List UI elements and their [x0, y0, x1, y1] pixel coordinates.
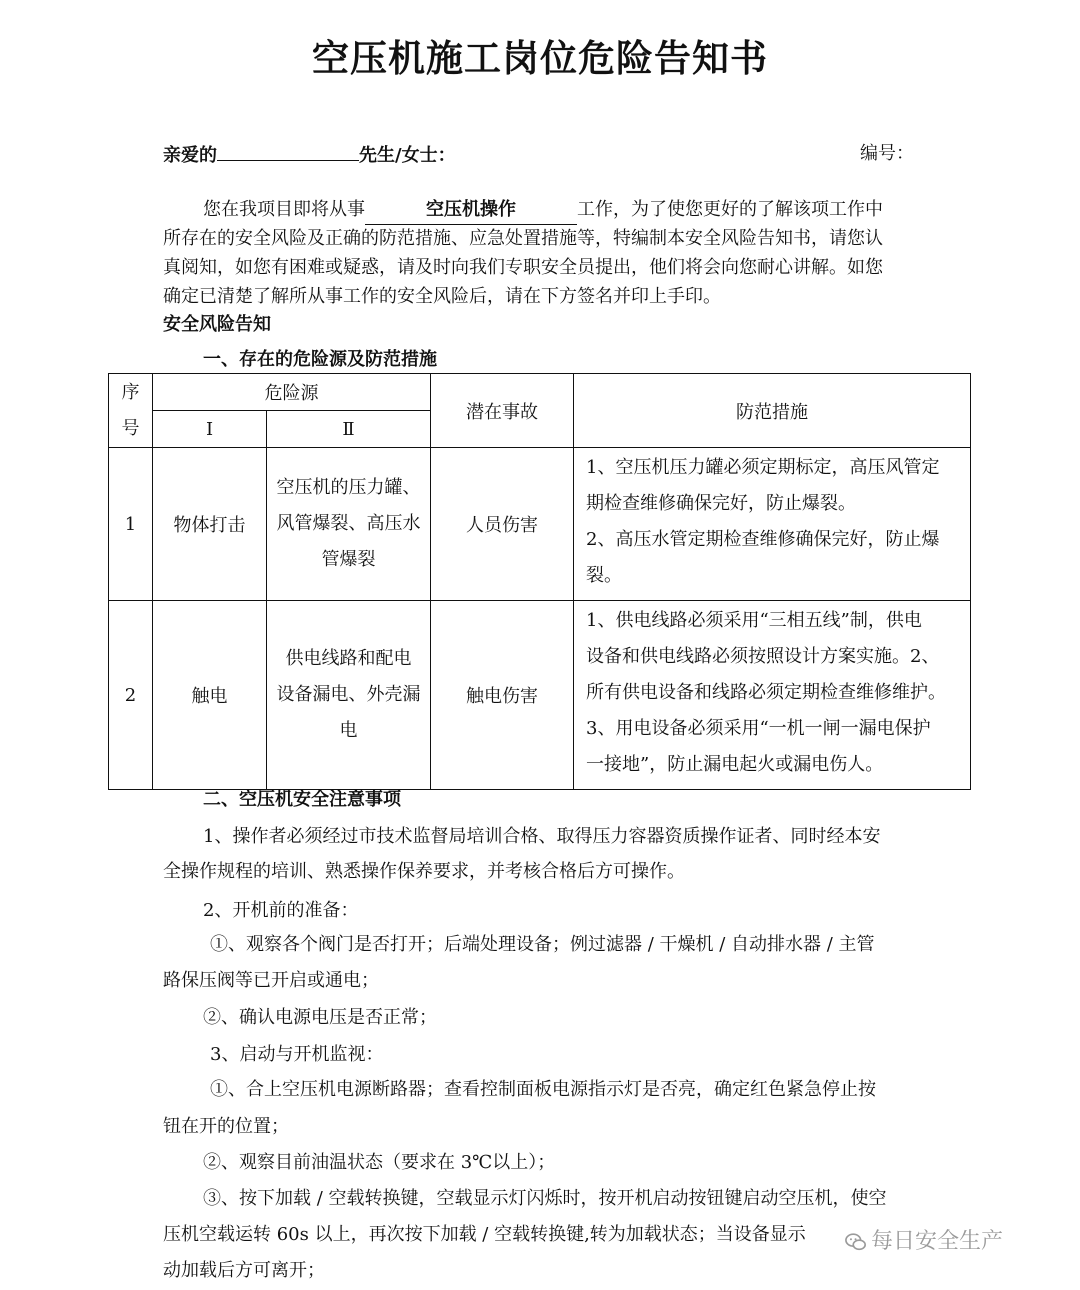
wechat-icon [845, 1231, 867, 1253]
page-title: 空压机施工岗位危险告知书 [312, 37, 768, 80]
watermark-text: 每日安全生产 [871, 1229, 1004, 1254]
watermark [845, 1224, 1003, 1255]
row2-measure-l5: 一接地”，防止漏电起火或漏电伤人。 [586, 754, 884, 775]
header-measures: 防范措施 [574, 374, 971, 448]
table-row [109, 448, 971, 601]
row1-accident: 人员伤害 [431, 448, 574, 601]
table-row [109, 601, 971, 790]
row1-measure-l3: 2、高压水管定期检查维修确保完好，防止爆 [586, 529, 940, 550]
s2-line: 钮在开的位置； [163, 1116, 289, 1137]
row2-hazard-ii-l3: 电 [339, 720, 358, 741]
row2-seq: 2 [109, 601, 153, 790]
job-field: 空压机操作 [365, 196, 577, 225]
row1-measure-l2: 期检查维修确保完好，防止爆裂。 [586, 493, 856, 514]
s2-line: ③、按下加载 / 空载转换键，空载显示灯闪烁时，按开机启动按钮键启动空压机，使空 [203, 1188, 887, 1209]
s2-line: ②、确认电源电压是否正常； [203, 1007, 437, 1028]
intro-line-4: 确定已清楚了解所从事工作的安全风险后，请在下方签名并印上手印。 [163, 286, 721, 307]
row2-hazard-ii-l1: 供电线路和配电 [285, 648, 412, 669]
row2-measure-l2: 设备和供电线路必须按照设计方案实施。2、 [586, 646, 940, 667]
name-blank[interactable] [217, 140, 359, 161]
number-label: 编号： [860, 143, 914, 164]
header-hazard-ii: Ⅱ [267, 411, 431, 448]
header-hazard: 危险源 [153, 374, 431, 411]
risk-table [108, 373, 971, 790]
header-seq-2: 号 [121, 417, 140, 439]
row1-seq: 1 [109, 448, 153, 601]
intro-line-1 [203, 196, 883, 225]
s2-line: ①、合上空压机电源断路器；查看控制面板电源指示灯是否亮，确定红色紧急停止按 [210, 1079, 876, 1100]
greeting-line [163, 140, 456, 170]
row1-hazard-ii-l1: 空压机的压力罐、 [276, 477, 421, 498]
row2-hazard-i: 触电 [153, 601, 267, 790]
intro-before-job: 您在我项目即将从事 [203, 199, 365, 220]
header-accident: 潜在事故 [431, 374, 574, 448]
header-seq-1: 序 [121, 381, 140, 403]
intro-line-2: 所存在的安全风险及正确的防范措施、应急处置措施等，特编制本安全风险告知书，请您认 [163, 228, 883, 249]
s2-line: 2、开机前的准备： [203, 900, 359, 921]
row2-measure-l4: 3、用电设备必须采用“一机一闸一漏电保护 [586, 718, 931, 739]
greeting-suffix: 先生/女士： [359, 145, 456, 166]
row1-hazard-ii-l3: 管爆裂 [321, 549, 376, 570]
row1-measure-l4: 裂。 [586, 565, 622, 586]
row1-measure-l1: 1、空压机压力罐必须定期标定，高压风管定 [586, 457, 940, 478]
section-label: 安全风险告知 [163, 314, 271, 335]
header-seq [109, 374, 153, 448]
s2-line: ②、观察目前油温状态（要求在 3℃以上）； [203, 1152, 556, 1173]
row2-hazard-ii [267, 601, 431, 790]
header-hazard-i: Ⅰ [153, 411, 267, 448]
row2-hazard-ii-l2: 设备漏电、外壳漏 [276, 684, 421, 705]
intro-line-3: 真阅知，如您有困难或疑惑，请及时向我们专职安全员提出，他们将会向您耐心讲解。如您 [163, 257, 883, 278]
s2-line: 动加载后方可离开； [163, 1260, 325, 1281]
greeting-prefix: 亲爱的 [163, 145, 217, 166]
row2-measure-l3: 所有供电设备和线路必须定期检查维修维护。 [586, 682, 946, 703]
row2-accident: 触电伤害 [431, 601, 574, 790]
intro-text-1: 工作，为了使您更好的了解该项工作中 [577, 199, 883, 220]
row1-hazard-ii [267, 448, 431, 601]
s2-line: 1、操作者必须经过市技术监督局培训合格、取得压力容器资质操作证者、同时经本安 [203, 826, 881, 847]
s2-line: ①、观察各个阀门是否打开；后端处理设备；例过滤器 / 干燥机 / 自动排水器 / 主管 [210, 934, 875, 955]
s2-line: 压机空载运转 60s 以上，再次按下加载 / 空载转换键,转为加载状态；当设备显示 [163, 1224, 806, 1245]
s2-line: 全操作规程的培训、熟悉操作保养要求，并考核合格后方可操作。 [163, 861, 685, 882]
section1-title: 一、存在的危险源及防范措施 [203, 349, 437, 370]
row2-measures [574, 601, 971, 790]
row1-hazard-ii-l2: 风管爆裂、高压水 [276, 513, 421, 534]
s2-line: 路保压阀等已开启或通电； [163, 970, 379, 991]
row1-measures [574, 448, 971, 601]
section2-title: 二、空压机安全注意事项 [203, 789, 401, 810]
row2-measure-l1: 1、供电线路必须采用“三相五线”制，供电 [586, 610, 922, 631]
table-header-row [109, 374, 971, 411]
s2-line: 3、启动与开机监视： [210, 1044, 384, 1065]
row1-hazard-i: 物体打击 [153, 448, 267, 601]
